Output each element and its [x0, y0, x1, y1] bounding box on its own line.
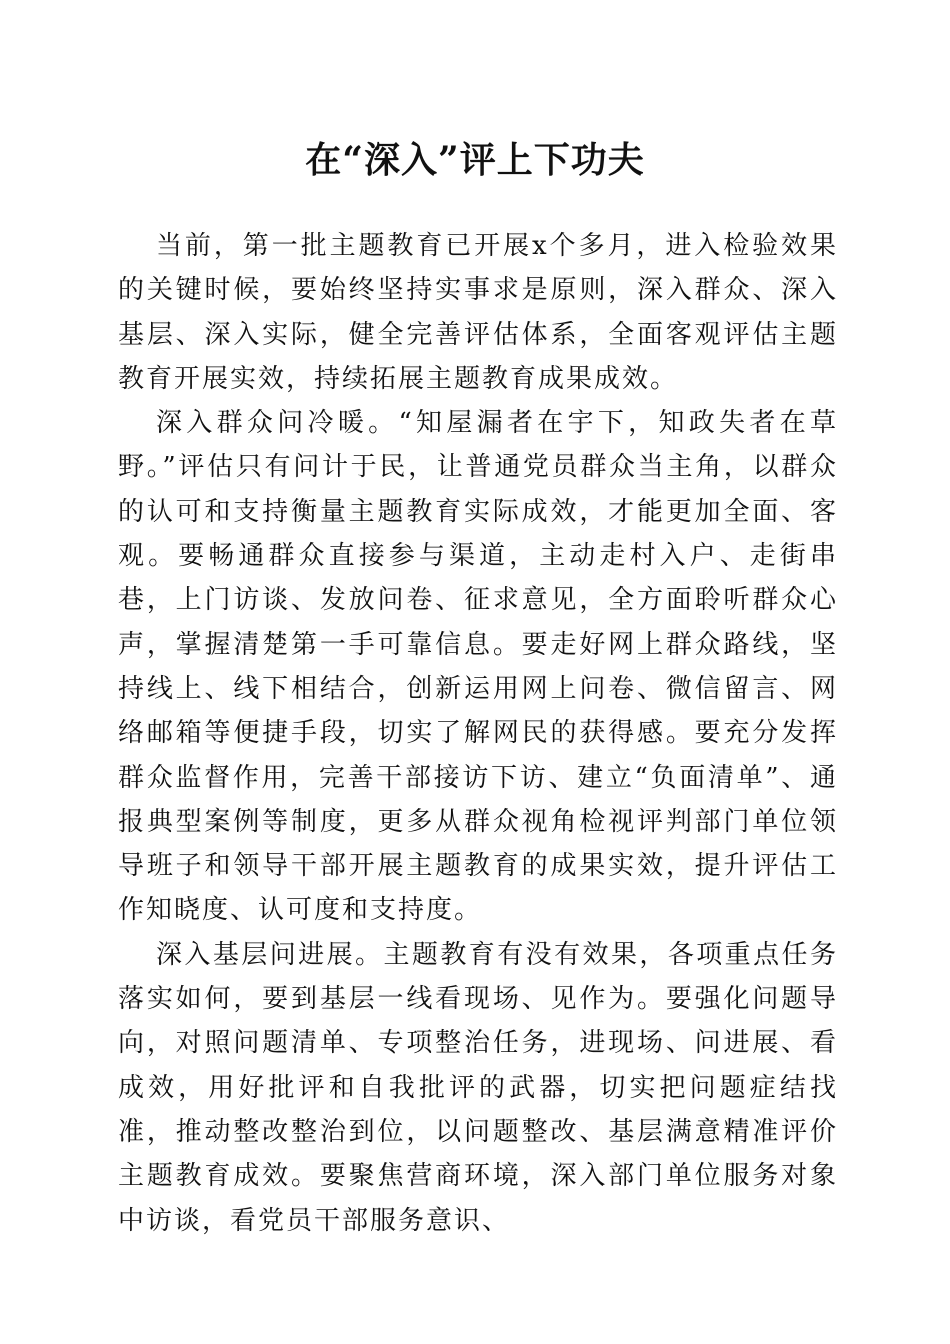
paragraph-masses: 深入群众问冷暖。“知屋漏者在宇下，知政失者在草野。”评估只有问计于民，让普通党员群众当主角，以群众的认可和支持衡量主题教育实际成效，才能更加全面、客观。要畅通群众直接参与渠道，主动走村入户、走街串巷，上门访谈、发放问卷、征求意见，全方面聆听群众心声，掌握清楚第一手可靠信息。要走好网上群众路线，坚持线上、线下相结合，创新运用网上问卷、微信留言、网络邮箱等便捷手段，切实了解网民的获得感。要充分发挥群众监督作用，完善干部接访下访、建立“负面清单”、通报典型案例等制度，更多从群众视角检视评判部门单位领导班子和领导干部开展主题教育的成果实效，提升评估工作知晓度、认可度和支持度。 [118, 408, 838, 926]
paragraph-grassroots: 深入基层问进展。主题教育有没有效果，各项重点任务落实如何，要到基层一线看现场、见作为。要强化问题导向，对照问题清单、专项整治任务，进现场、问进展、看成效，用好批评和自我批评的武器，切实把问题症结找准，推动整改整治到位，以问题整改、基层满意精准评价主题教育成效。要聚焦营商环境，深入部门单位服务对象中访谈，看党员干部服务意识、 [118, 939, 838, 1236]
paragraph-intro: 当前，第一批主题教育已开展x个多月，进入检验效果的关键时候，要始终坚持实事求是原则，深入群众、深入基层、深入实际，健全完善评估体系，全面客观评估主题教育开展实效，持续拓展主题教育成果成效。 [118, 231, 838, 394]
document-body [118, 224, 838, 1243]
document-title: 在“深入”评上下功夫 [305, 139, 645, 181]
